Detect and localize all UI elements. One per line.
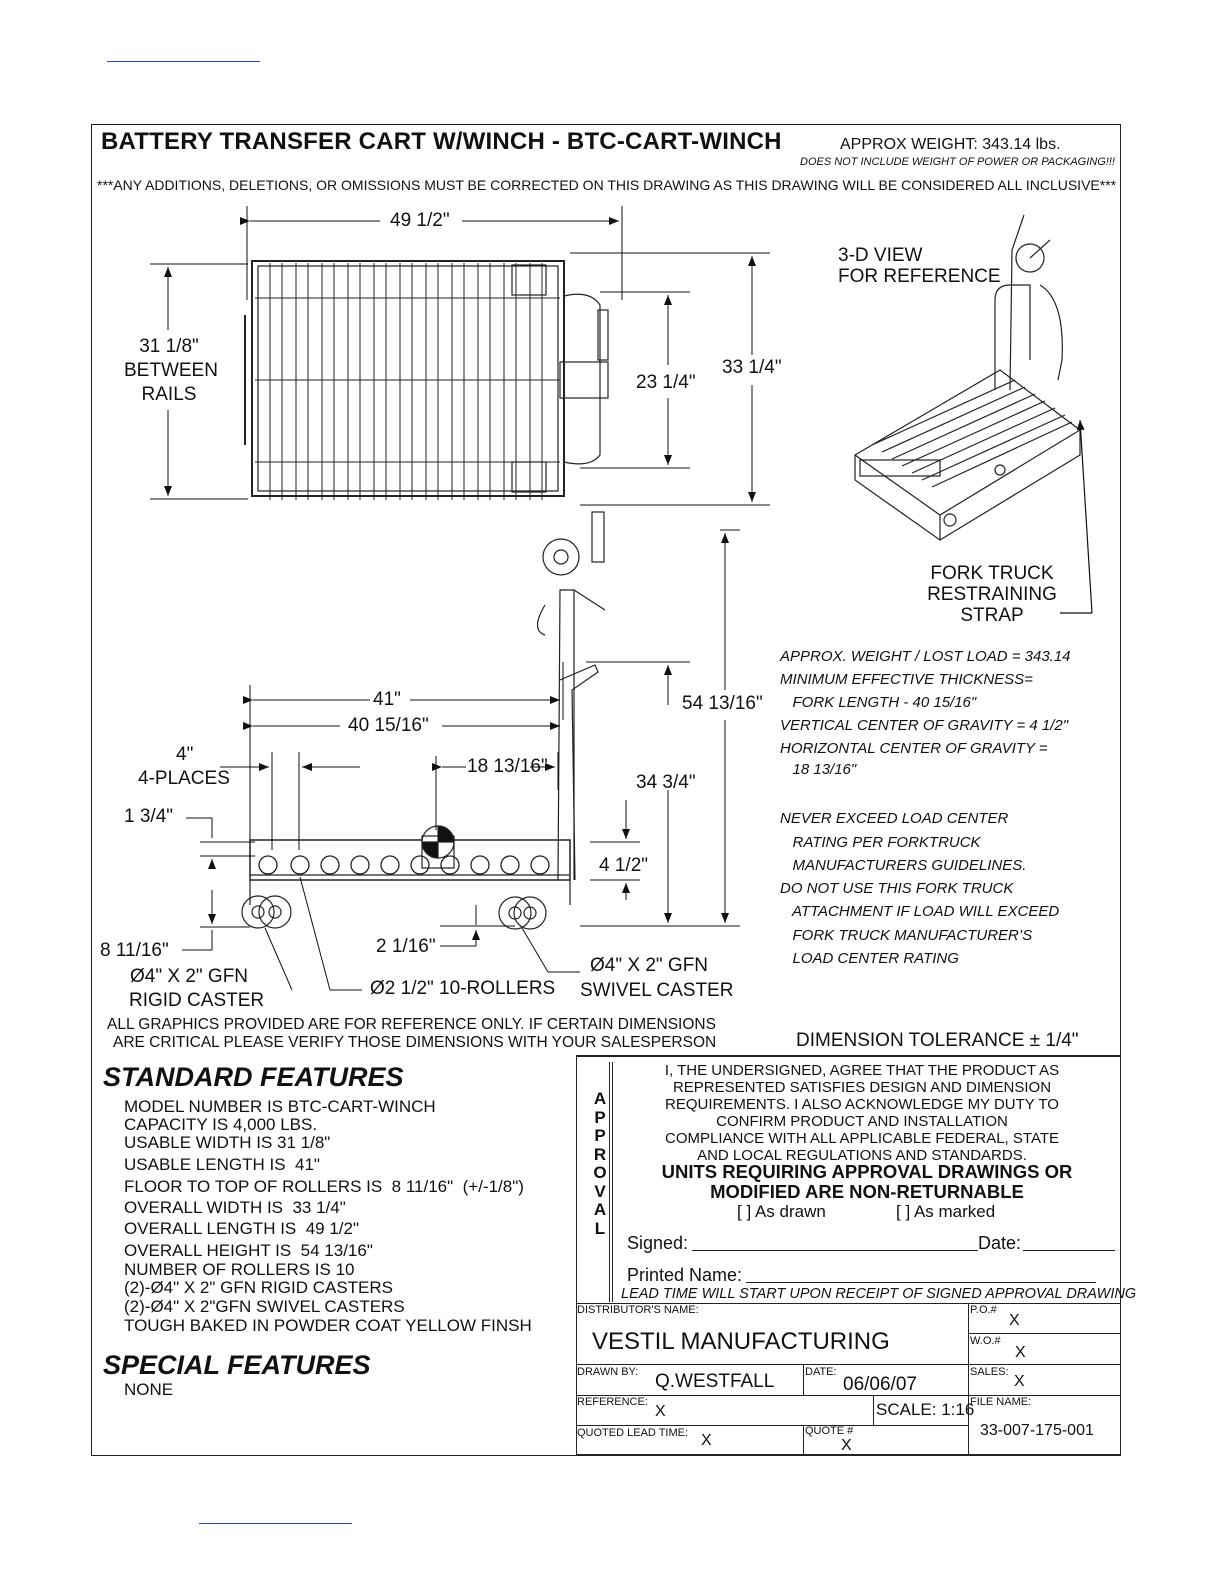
reference-value: X <box>655 1403 666 1420</box>
dim-1-3-4: 1 3/4" <box>124 806 174 827</box>
dim-between-rails-l2: RAILS <box>141 384 197 405</box>
feature-item: USABLE LENGTH IS 41" <box>124 1155 320 1174</box>
weight-note: DOES NOT INCLUDE WEIGHT OF POWER OR PACKAGING!!! <box>800 156 1115 168</box>
po-value: X <box>1009 1312 1020 1329</box>
3d-view-line2: FOR REFERENCE <box>838 266 1001 287</box>
printed-name-label: Printed Name: <box>627 1265 743 1285</box>
feature-item: NUMBER OF ROLLERS IS 10 <box>124 1260 355 1279</box>
dim-4-places: 4-PLACES <box>138 768 230 789</box>
feature-item: MODEL NUMBER IS BTC-CART-WINCH <box>124 1097 436 1116</box>
spec-line: HORIZONTAL CENTER OF GRAVITY = <box>780 740 1048 757</box>
sales-label: SALES: <box>970 1366 1009 1378</box>
approval-letter: O <box>593 1163 607 1182</box>
quoted-lead-label: QUOTED LEAD TIME: <box>577 1427 689 1439</box>
approval-vertical-label <box>592 1090 608 1238</box>
printed-name-field[interactable] <box>746 1282 1096 1283</box>
feature-item: CAPACITY IS 4,000 LBS. <box>124 1115 318 1134</box>
approx-weight: APPROX WEIGHT: 343.14 lbs. <box>840 136 1061 153</box>
drawn-by-label: DRAWN BY: <box>577 1366 639 1378</box>
approval-letter: A <box>593 1200 607 1219</box>
feature-item: TOUGH BAKED IN POWDER COAT YELLOW FINSH <box>124 1316 532 1335</box>
file-name-label: FILE NAME: <box>970 1396 1032 1408</box>
dim-54-13-16: 54 13/16" <box>682 693 763 714</box>
strap-label <box>922 563 1062 626</box>
approval-line: COMPLIANCE WITH ALL APPLICABLE FEDERAL, STATE <box>665 1130 1059 1147</box>
units-line1: UNITS REQUIRING APPROVAL DRAWINGS OR <box>661 1161 1073 1182</box>
feature-item: OVERALL WIDTH IS 33 1/4" <box>124 1198 346 1217</box>
spec-line: VERTICAL CENTER OF GRAVITY = 4 1/2" <box>780 717 1069 734</box>
date-block-label: DATE: <box>805 1366 837 1378</box>
special-features-value: NONE <box>124 1380 174 1399</box>
non-returnable-notice <box>622 1162 1112 1202</box>
dim-between-rails <box>124 336 218 405</box>
feature-item: OVERALL LENGTH IS 49 1/2" <box>124 1219 360 1238</box>
drawing-title: BATTERY TRANSFER CART W/WINCH - BTC-CART-WINCH <box>101 128 782 155</box>
dim-18-13-16: 18 13/16" <box>467 756 548 777</box>
approval-line: AND LOCAL REGULATIONS AND STANDARDS. <box>697 1147 1027 1164</box>
approval-letter: R <box>593 1144 607 1164</box>
spec-line: ATTACHMENT IF LOAD WILL EXCEED <box>780 903 1060 920</box>
inclusive-warning: ***ANY ADDITIONS, DELETIONS, OR OMISSIONS MUST BE CORRECTED ON THIS DRAWING AS THIS DRAWING WILL BE CONSIDERED ALL INCLUSIVE*** <box>97 177 1117 193</box>
feature-item: (2)-Ø4" X 2" GFN RIGID CASTERS <box>124 1278 393 1297</box>
approval-letter: L <box>594 1218 606 1238</box>
special-features-heading: SPECIAL FEATURES <box>103 1350 371 1380</box>
wo-label: W.O.# <box>970 1335 1001 1347</box>
quote-value: X <box>841 1437 852 1454</box>
3d-view-line1: 3-D VIEW <box>838 245 923 266</box>
approval-line: I, THE UNDERSIGNED, AGREE THAT THE PRODUCT AS <box>664 1062 1060 1079</box>
spec-line: NEVER EXCEED LOAD CENTER <box>780 810 1009 827</box>
approval-line: REPRESENTED SATISFIES DESIGN AND DIMENSION <box>672 1079 1052 1096</box>
approval-line: REQUIREMENTS. I ALSO ACKNOWLEDGE MY DUTY TO <box>665 1096 1059 1113</box>
dim-overall-length: 49 1/2" <box>390 210 450 231</box>
as-marked-checkbox[interactable]: [ ] As marked <box>896 1202 996 1221</box>
approval-letter: P <box>594 1126 606 1145</box>
lead-time-note: LEAD TIME WILL START UPON RECEIPT OF SIGNED APPROVAL DRAWING <box>621 1286 1137 1302</box>
spec-line: RATING PER FORKTRUCK <box>780 834 981 851</box>
distributor-label: DISTRIBUTOR'S NAME: <box>577 1304 699 1316</box>
disclaimer-line2: ARE CRITICAL PLEASE VERIFY THOSE DIMENSIONS WITH YOUR SALESPERSON <box>113 1034 717 1051</box>
dim-2-1-16: 2 1/16" <box>376 936 436 957</box>
approval-divider-2 <box>612 1062 613 1302</box>
dim-between-rails-value: 31 1/8" <box>139 336 199 357</box>
spec-line: 18 13/16" <box>780 761 857 778</box>
feature-item: OVERALL HEIGHT IS 54 13/16" <box>124 1241 373 1260</box>
rigid-caster-label-1: Ø4" X 2" GFN <box>130 966 249 987</box>
feature-item: USABLE WIDTH IS 31 1/8" <box>124 1133 331 1152</box>
wo-value: X <box>1015 1344 1026 1361</box>
units-line2: MODIFIED ARE NON-RETURNABLE <box>710 1181 1024 1202</box>
dim-8-11-16: 8 11/16" <box>100 940 169 961</box>
swivel-caster-label-2: SWIVEL CASTER <box>580 980 734 1001</box>
strap-line2: RESTRAINING <box>927 584 1057 605</box>
dim-34-3-4: 34 3/4" <box>636 772 696 793</box>
spec-line: FORK LENGTH - 40 15/16" <box>780 694 977 711</box>
distributor-value: VESTIL MANUFACTURING <box>592 1328 890 1355</box>
scale-value: SCALE: 1:16 <box>876 1400 975 1419</box>
po-label: P.O.# <box>970 1304 997 1316</box>
as-drawn-checkbox[interactable]: [ ] As drawn <box>737 1202 826 1221</box>
sales-value: X <box>1014 1373 1025 1390</box>
dim-overall-width: 33 1/4" <box>722 357 782 378</box>
quote-label: QUOTE # <box>805 1425 854 1437</box>
spec-line: MINIMUM EFFECTIVE THICKNESS= <box>780 671 1033 688</box>
spec-line: FORK TRUCK MANUFACTURER’S <box>780 927 1033 944</box>
3d-view-label <box>838 245 1001 287</box>
disclaimer-line1: ALL GRAPHICS PROVIDED ARE FOR REFERENCE ONLY. IF CERTAIN DIMENSIONS <box>107 1016 716 1033</box>
strap-line3: STRAP <box>960 605 1024 626</box>
spec-line: DO NOT USE THIS FORK TRUCK <box>780 880 1014 897</box>
feature-item: FLOOR TO TOP OF ROLLERS IS 8 11/16" (+/-1/8") <box>124 1177 524 1196</box>
approval-divider <box>609 1062 610 1302</box>
dim-40-15-16: 40 15/16" <box>348 715 429 736</box>
signed-field[interactable] <box>692 1250 978 1251</box>
swivel-caster-label-1: Ø4" X 2" GFN <box>590 955 709 976</box>
dim-41: 41" <box>373 689 401 710</box>
quoted-lead-value: X <box>701 1432 712 1449</box>
signed-label: Signed: <box>627 1233 689 1253</box>
drawn-by-value: Q.WESTFALL <box>655 1371 775 1392</box>
spec-line: LOAD CENTER RATING <box>780 950 959 967</box>
dim-4: 4" <box>176 744 194 765</box>
date-label: Date: <box>978 1233 1022 1253</box>
date-block-value: 06/06/07 <box>843 1374 917 1395</box>
dim-between-rails-l1: BETWEEN <box>124 360 218 381</box>
standard-features-heading: STANDARD FEATURES <box>103 1062 404 1092</box>
file-name-value: 33-007-175-001 <box>980 1422 1094 1439</box>
top-view-drawing <box>245 261 608 500</box>
approval-letter: P <box>594 1107 606 1127</box>
dim-4-1-2: 4 1/2" <box>599 855 649 876</box>
spec-line: MANUFACTURERS GUIDELINES. <box>780 857 1027 874</box>
dimension-tolerance: DIMENSION TOLERANCE ± 1/4" <box>796 1030 1079 1051</box>
dim-inner-width: 23 1/4" <box>636 372 696 393</box>
approval-statement <box>622 1062 1102 1164</box>
reference-label: REFERENCE: <box>577 1396 648 1408</box>
rollers-label: Ø2 1/2" 10-ROLLERS <box>370 978 556 999</box>
feature-item: (2)-Ø4" X 2"GFN SWIVEL CASTERS <box>124 1297 405 1316</box>
spec-line: APPROX. WEIGHT / LOST LOAD = 343.14 <box>780 648 1071 665</box>
approval-letter: A <box>593 1089 607 1108</box>
approval-letter: V <box>594 1181 606 1201</box>
rigid-caster-label-2: RIGID CASTER <box>129 990 265 1011</box>
date-field[interactable] <box>1023 1250 1115 1251</box>
approval-line: CONFIRM PRODUCT AND INSTALLATION <box>716 1113 1008 1130</box>
strap-line1: FORK TRUCK <box>930 563 1054 584</box>
